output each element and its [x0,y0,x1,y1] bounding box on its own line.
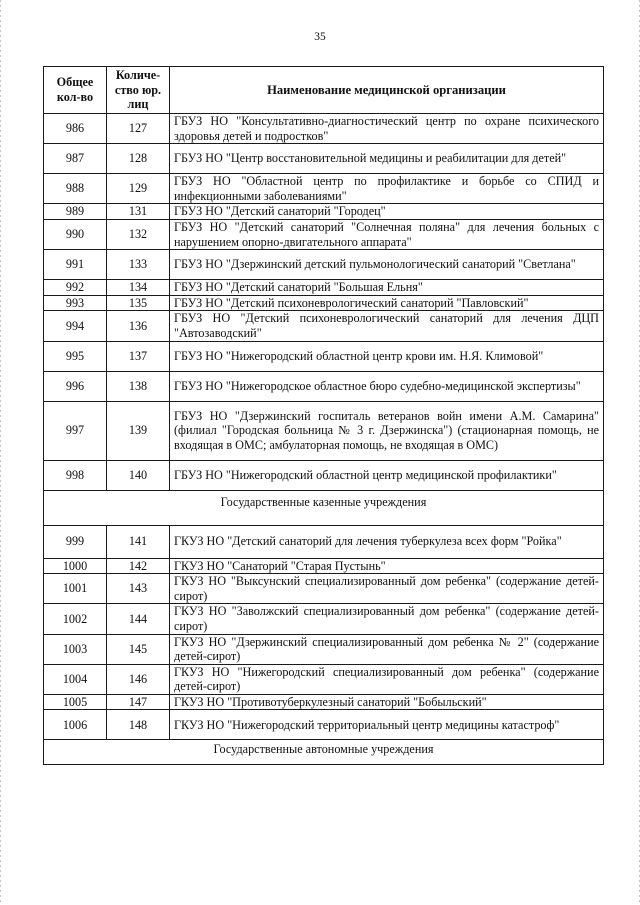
section-row-state-institutions [44,490,604,525]
cell-total: 991 [44,250,107,280]
page-number: 35 [314,31,326,43]
cell-legal: 140 [107,460,170,490]
cell-organization: ГБУЗ НО "Детский психоневрологический санаторий для лечения ДЦП "Автозаводский" [170,311,604,341]
cell-organization: ГБУЗ НО "Нижегородский областной центр крови им. Н.Я. Климовой" [170,341,604,371]
table-row [44,694,604,710]
table-row [44,401,604,460]
table-row [44,219,604,249]
cell-total: 1005 [44,694,107,710]
cell-total: 992 [44,280,107,296]
table-row [44,280,604,296]
cell-total: 999 [44,525,107,558]
cell-legal: 127 [107,114,170,144]
cell-legal: 131 [107,204,170,220]
cell-legal: 146 [107,664,170,694]
cell-legal: 147 [107,694,170,710]
cell-legal: 144 [107,604,170,634]
table-row [44,144,604,174]
table-row [44,311,604,341]
cell-total: 996 [44,371,107,401]
cell-total: 1003 [44,634,107,664]
table-row [44,710,604,740]
organizations-table [43,66,604,765]
cell-organization: ГКУЗ НО "Детский санаторий для лечения туберкулеза всех форм "Ройка" [170,525,604,558]
section-caption: Государственные казенные учреждения [44,490,604,525]
cell-total: 994 [44,311,107,341]
table-row [44,371,604,401]
cell-organization: ГКУЗ НО "Противотуберкулезный санаторий "Бобыльский" [170,694,604,710]
cell-legal: 128 [107,144,170,174]
header-total-count: Общее кол-во [44,67,107,114]
table-row [44,341,604,371]
cell-organization: ГКУЗ НО "Заволжский специализированный дом ребенка" (содержание детей-сирот) [170,604,604,634]
cell-legal: 136 [107,311,170,341]
cell-organization: ГБУЗ НО "Нижегородское областное бюро судебно-медицинской экспертизы" [170,371,604,401]
cell-legal: 143 [107,574,170,604]
table-row [44,574,604,604]
cell-organization: ГБУЗ НО "Нижегородский областной центр медицинской профилактики" [170,460,604,490]
table-row [44,604,604,634]
cell-total: 988 [44,174,107,204]
cell-organization: ГБУЗ НО "Детский санаторий "Солнечная поляна" для лечения больных с нарушением опорно-двигательного аппарата" [170,219,604,249]
table-row [44,114,604,144]
cell-legal: 132 [107,219,170,249]
cell-total: 997 [44,401,107,460]
cell-organization: ГБУЗ НО "Детский санаторий "Городец" [170,204,604,220]
cell-total: 998 [44,460,107,490]
cell-total: 989 [44,204,107,220]
cell-legal: 145 [107,634,170,664]
cell-organization: ГБУЗ НО "Детский санаторий "Большая Ельня" [170,280,604,296]
cell-organization: ГКУЗ НО "Дзержинский специализированный дом ребенка № 2" (содержание детей-сирот) [170,634,604,664]
cell-organization: ГБУЗ НО "Консультативно-диагностический центр по охране психического здоровья детей и подростков" [170,114,604,144]
header-legal-entities: Количе-ство юр. лиц [107,67,170,114]
cell-total: 990 [44,219,107,249]
cell-legal: 135 [107,295,170,311]
header-organization-name: Наименование медицинской организации [170,67,604,114]
cell-total: 993 [44,295,107,311]
cell-legal: 137 [107,341,170,371]
section-caption: Государственные автономные учреждения [44,740,604,765]
cell-total: 1001 [44,574,107,604]
section-row-autonomous-institutions [44,740,604,765]
table-row [44,250,604,280]
table-row [44,174,604,204]
cell-legal: 148 [107,710,170,740]
cell-total: 1000 [44,558,107,574]
cell-legal: 134 [107,280,170,296]
table-row [44,204,604,220]
cell-organization: ГКУЗ НО "Нижегородский специализированный дом ребенка" (содержание детей-сирот) [170,664,604,694]
table-row [44,460,604,490]
table-header-row [44,67,604,114]
cell-organization: ГКУЗ НО "Санаторий "Старая Пустынь" [170,558,604,574]
cell-legal: 133 [107,250,170,280]
cell-total: 986 [44,114,107,144]
cell-total: 987 [44,144,107,174]
cell-organization: ГКУЗ НО "Нижегородский территориальный центр медицины катастроф" [170,710,604,740]
table-row [44,664,604,694]
cell-legal: 138 [107,371,170,401]
cell-organization: ГБУЗ НО "Областной центр по профилактике и борьбе со СПИД и инфекционными заболеваниями" [170,174,604,204]
scan-edge-left [0,0,1,905]
cell-total: 995 [44,341,107,371]
table-row [44,558,604,574]
cell-organization: ГБУЗ НО "Детский психоневрологический санаторий "Павловский" [170,295,604,311]
cell-organization: ГКУЗ НО "Выксунский специализированный дом ребенка" (содержание детей-сирот) [170,574,604,604]
cell-organization: ГБУЗ НО "Центр восстановительной медицины и реабилитации для детей" [170,144,604,174]
cell-legal: 142 [107,558,170,574]
cell-legal: 141 [107,525,170,558]
cell-total: 1002 [44,604,107,634]
cell-organization: ГБУЗ НО "Дзержинский госпиталь ветеранов войн имени А.М. Самарина" (филиал "Городская больница № 3 г. Дзержинска") (стационарная помощь, не входящая в ОМС; амбулаторная помощь, не входящая в ОМС) [170,401,604,460]
table-row [44,295,604,311]
cell-legal: 129 [107,174,170,204]
cell-total: 1004 [44,664,107,694]
table-row [44,525,604,558]
cell-total: 1006 [44,710,107,740]
table-row [44,634,604,664]
cell-legal: 139 [107,401,170,460]
cell-organization: ГБУЗ НО "Дзержинский детский пульмонологический санаторий "Светлана" [170,250,604,280]
